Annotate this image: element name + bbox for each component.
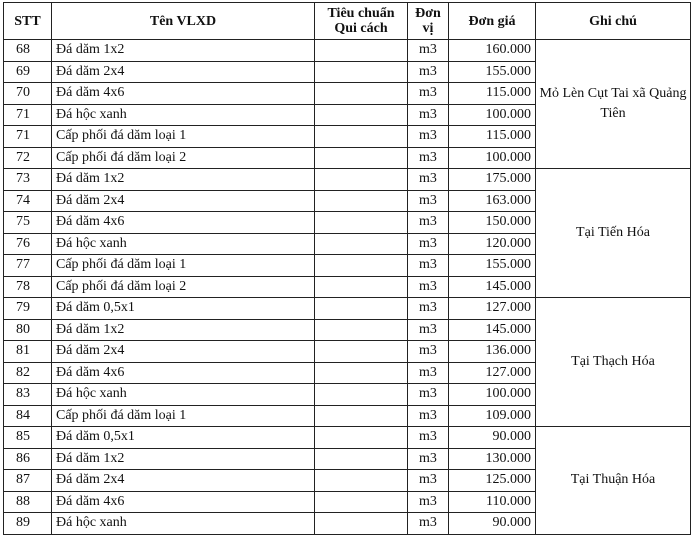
cell-name: Đá dăm 2x4 bbox=[52, 341, 315, 363]
cell-price: 90.000 bbox=[449, 513, 536, 535]
cell-spec bbox=[315, 470, 408, 492]
cell-name: Đá dăm 4x6 bbox=[52, 212, 315, 234]
cell-spec bbox=[315, 491, 408, 513]
cell-name: Cấp phối đá dăm loại 2 bbox=[52, 147, 315, 169]
cell-unit: m3 bbox=[408, 104, 449, 126]
header-unit-text: Đơn vị bbox=[415, 6, 441, 36]
cell-name: Đá dăm 1x2 bbox=[52, 169, 315, 191]
cell-name: Đá dăm 4x6 bbox=[52, 362, 315, 384]
cell-spec bbox=[315, 362, 408, 384]
cell-stt: 69 bbox=[4, 61, 52, 83]
cell-spec bbox=[315, 126, 408, 148]
header-note: Ghi chú bbox=[536, 3, 691, 40]
cell-price: 110.000 bbox=[449, 491, 536, 513]
cell-name: Đá dăm 0,5x1 bbox=[52, 298, 315, 320]
cell-stt: 83 bbox=[4, 384, 52, 406]
cell-name: Đá hộc xanh bbox=[52, 513, 315, 535]
cell-name: Đá hộc xanh bbox=[52, 384, 315, 406]
cell-stt: 73 bbox=[4, 169, 52, 191]
cell-unit: m3 bbox=[408, 470, 449, 492]
cell-name: Đá dăm 1x2 bbox=[52, 319, 315, 341]
cell-stt: 85 bbox=[4, 427, 52, 449]
cell-spec bbox=[315, 384, 408, 406]
cell-stt: 81 bbox=[4, 341, 52, 363]
cell-name: Đá hộc xanh bbox=[52, 233, 315, 255]
cell-name: Cấp phối đá dăm loại 1 bbox=[52, 405, 315, 427]
cell-name: Đá hộc xanh bbox=[52, 104, 315, 126]
cell-price: 175.000 bbox=[449, 169, 536, 191]
cell-stt: 78 bbox=[4, 276, 52, 298]
cell-name: Đá dăm 1x2 bbox=[52, 448, 315, 470]
header-stt: STT bbox=[4, 3, 52, 40]
cell-stt: 84 bbox=[4, 405, 52, 427]
table-row bbox=[4, 298, 691, 320]
cell-price: 127.000 bbox=[449, 362, 536, 384]
cell-spec bbox=[315, 298, 408, 320]
cell-spec bbox=[315, 40, 408, 62]
cell-price: 100.000 bbox=[449, 147, 536, 169]
cell-note: Tại Thuận Hóa bbox=[536, 427, 691, 535]
cell-spec bbox=[315, 147, 408, 169]
cell-price: 125.000 bbox=[449, 470, 536, 492]
cell-name: Cấp phối đá dăm loại 1 bbox=[52, 126, 315, 148]
cell-note: Tại Thạch Hóa bbox=[536, 298, 691, 427]
cell-spec bbox=[315, 448, 408, 470]
cell-price: 100.000 bbox=[449, 384, 536, 406]
cell-unit: m3 bbox=[408, 491, 449, 513]
cell-unit: m3 bbox=[408, 126, 449, 148]
cell-unit: m3 bbox=[408, 169, 449, 191]
cell-price: 115.000 bbox=[449, 83, 536, 105]
cell-spec bbox=[315, 513, 408, 535]
cell-spec bbox=[315, 276, 408, 298]
cell-name: Đá dăm 2x4 bbox=[52, 470, 315, 492]
cell-unit: m3 bbox=[408, 276, 449, 298]
cell-unit: m3 bbox=[408, 212, 449, 234]
cell-spec bbox=[315, 104, 408, 126]
cell-name: Đá dăm 1x2 bbox=[52, 40, 315, 62]
header-price: Đơn giá bbox=[449, 3, 536, 40]
header-name: Tên VLXD bbox=[52, 3, 315, 40]
header-row bbox=[4, 3, 691, 40]
cell-unit: m3 bbox=[408, 427, 449, 449]
cell-spec bbox=[315, 255, 408, 277]
cell-price: 90.000 bbox=[449, 427, 536, 449]
cell-price: 100.000 bbox=[449, 104, 536, 126]
table-row bbox=[4, 40, 691, 62]
cell-stt: 71 bbox=[4, 126, 52, 148]
cell-price: 120.000 bbox=[449, 233, 536, 255]
cell-unit: m3 bbox=[408, 61, 449, 83]
cell-price: 109.000 bbox=[449, 405, 536, 427]
cell-stt: 72 bbox=[4, 147, 52, 169]
cell-unit: m3 bbox=[408, 233, 449, 255]
cell-stt: 82 bbox=[4, 362, 52, 384]
price-table bbox=[3, 2, 691, 535]
cell-spec bbox=[315, 83, 408, 105]
cell-stt: 87 bbox=[4, 470, 52, 492]
cell-name: Cấp phối đá dăm loại 2 bbox=[52, 276, 315, 298]
header-unit bbox=[408, 3, 449, 40]
cell-note: Mỏ Lèn Cụt Tai xã Quảng Tiên bbox=[536, 40, 691, 169]
cell-price: 145.000 bbox=[449, 276, 536, 298]
cell-unit: m3 bbox=[408, 40, 449, 62]
cell-name: Đá dăm 0,5x1 bbox=[52, 427, 315, 449]
cell-stt: 80 bbox=[4, 319, 52, 341]
cell-spec bbox=[315, 319, 408, 341]
table-row bbox=[4, 169, 691, 191]
cell-stt: 75 bbox=[4, 212, 52, 234]
cell-unit: m3 bbox=[408, 448, 449, 470]
cell-stt: 70 bbox=[4, 83, 52, 105]
cell-unit: m3 bbox=[408, 362, 449, 384]
cell-price: 150.000 bbox=[449, 212, 536, 234]
cell-stt: 88 bbox=[4, 491, 52, 513]
cell-unit: m3 bbox=[408, 255, 449, 277]
cell-price: 115.000 bbox=[449, 126, 536, 148]
cell-name: Đá dăm 2x4 bbox=[52, 190, 315, 212]
table-body bbox=[4, 40, 691, 535]
cell-unit: m3 bbox=[408, 190, 449, 212]
cell-name: Đá dăm 4x6 bbox=[52, 491, 315, 513]
cell-unit: m3 bbox=[408, 405, 449, 427]
cell-unit: m3 bbox=[408, 83, 449, 105]
cell-stt: 86 bbox=[4, 448, 52, 470]
header-spec bbox=[315, 3, 408, 40]
cell-unit: m3 bbox=[408, 147, 449, 169]
header-spec-text: Tiêu chuẩn Qui cách bbox=[327, 6, 395, 36]
cell-stt: 77 bbox=[4, 255, 52, 277]
cell-stt: 79 bbox=[4, 298, 52, 320]
cell-price: 160.000 bbox=[449, 40, 536, 62]
cell-stt: 76 bbox=[4, 233, 52, 255]
cell-unit: m3 bbox=[408, 298, 449, 320]
cell-stt: 71 bbox=[4, 104, 52, 126]
cell-unit: m3 bbox=[408, 341, 449, 363]
cell-price: 155.000 bbox=[449, 61, 536, 83]
cell-spec bbox=[315, 427, 408, 449]
cell-unit: m3 bbox=[408, 384, 449, 406]
cell-price: 145.000 bbox=[449, 319, 536, 341]
cell-spec bbox=[315, 405, 408, 427]
cell-price: 155.000 bbox=[449, 255, 536, 277]
cell-stt: 68 bbox=[4, 40, 52, 62]
cell-price: 136.000 bbox=[449, 341, 536, 363]
cell-spec bbox=[315, 61, 408, 83]
cell-spec bbox=[315, 169, 408, 191]
cell-stt: 74 bbox=[4, 190, 52, 212]
cell-name: Cấp phối đá dăm loại 1 bbox=[52, 255, 315, 277]
cell-note: Tại Tiến Hóa bbox=[536, 169, 691, 298]
cell-unit: m3 bbox=[408, 513, 449, 535]
cell-name: Đá dăm 2x4 bbox=[52, 61, 315, 83]
cell-price: 127.000 bbox=[449, 298, 536, 320]
cell-spec bbox=[315, 233, 408, 255]
table-row bbox=[4, 427, 691, 449]
cell-spec bbox=[315, 212, 408, 234]
cell-price: 130.000 bbox=[449, 448, 536, 470]
cell-unit: m3 bbox=[408, 319, 449, 341]
cell-name: Đá dăm 4x6 bbox=[52, 83, 315, 105]
cell-spec bbox=[315, 341, 408, 363]
cell-price: 163.000 bbox=[449, 190, 536, 212]
cell-spec bbox=[315, 190, 408, 212]
cell-stt: 89 bbox=[4, 513, 52, 535]
